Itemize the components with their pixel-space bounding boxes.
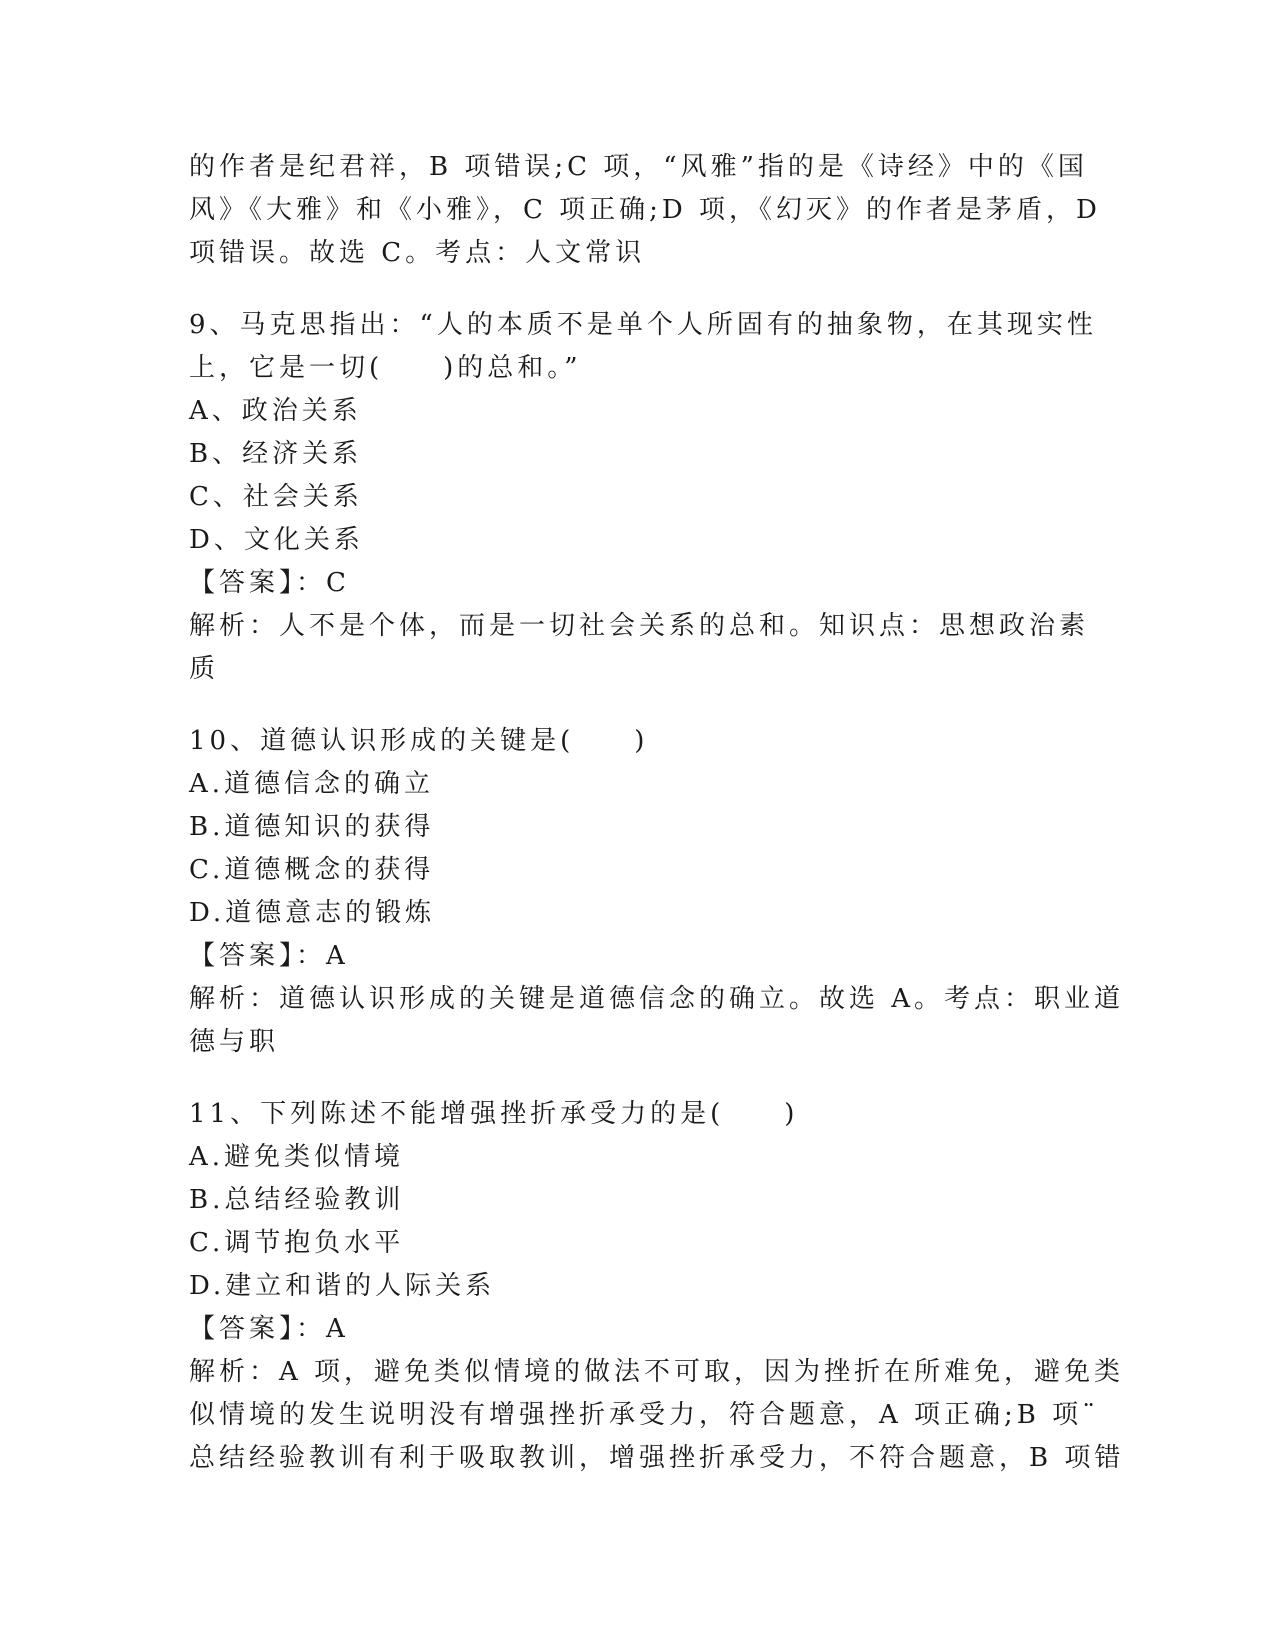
answer: 【答案】：A — [189, 1314, 349, 1344]
option-a: A.避免类似情境 — [189, 1142, 405, 1172]
document-page — [189, 146, 1125, 1480]
analysis: 总结经验教训有利于吸取教训，增强挫折承受力，不符合题意，B 项错 — [189, 1443, 1125, 1473]
option-b: B、经济关系 — [189, 439, 363, 469]
answer: 【答案】：A — [189, 941, 349, 971]
option-c: C.调节抱负水平 — [189, 1228, 405, 1258]
analysis: 解析：道德认识形成的关键是道德信念的确立。故选 A。考点：职业道 — [189, 984, 1125, 1014]
analysis: 德与职 — [189, 1027, 280, 1057]
option-a: A、政治关系 — [189, 396, 362, 426]
option-d: D、文化关系 — [189, 525, 364, 555]
text-line: 项错误。故选 C。考点：人文常识 — [189, 238, 646, 268]
analysis: 似情境的发生说明没有增强挫折承受力，符合题意，A 项正确;B 项¨ — [189, 1400, 1100, 1430]
option-d: D.建立和谐的人际关系 — [189, 1271, 496, 1301]
continuation-analysis — [189, 146, 1101, 275]
question-11 — [189, 1093, 1125, 1480]
text-line: 的作者是纪君祥，B 项错误;C 项，“风雅”指的是《诗经》中的《国 — [189, 152, 1088, 182]
question-stem: 10、道德认识形成的关键是( ) — [189, 726, 649, 756]
analysis: 解析：A 项，避免类似情境的做法不可取，因为挫折在所难免，避免类 — [189, 1357, 1125, 1387]
analysis: 质 — [189, 654, 220, 684]
question-10 — [189, 720, 1125, 1064]
answer: 【答案】：C — [189, 568, 350, 598]
analysis: 解析：人不是个体，而是一切社会关系的总和。知识点：思想政治素 — [189, 611, 1090, 641]
option-b: B.道德知识的获得 — [189, 812, 435, 842]
question-stem: 11、下列陈述不能增强挫折承受力的是( ) — [189, 1099, 799, 1129]
option-c: C、社会关系 — [189, 482, 363, 512]
question-stem: 9、马克思指出：“人的本质不是单个人所固有的抽象物，在其现实性 — [189, 310, 1097, 340]
option-a: A.道德信念的确立 — [189, 769, 435, 799]
text-line: 风》《大雅》和《小雅》，C 项正确;D 项，《幻灭》的作者是茅盾，D — [189, 195, 1101, 225]
question-9 — [189, 304, 1097, 691]
option-d: D.道德意志的锻炼 — [189, 898, 436, 928]
question-stem: 上，它是一切( )的总和。” — [189, 353, 582, 383]
option-c: C.道德概念的获得 — [189, 855, 435, 885]
option-b: B.总结经验教训 — [189, 1185, 405, 1215]
